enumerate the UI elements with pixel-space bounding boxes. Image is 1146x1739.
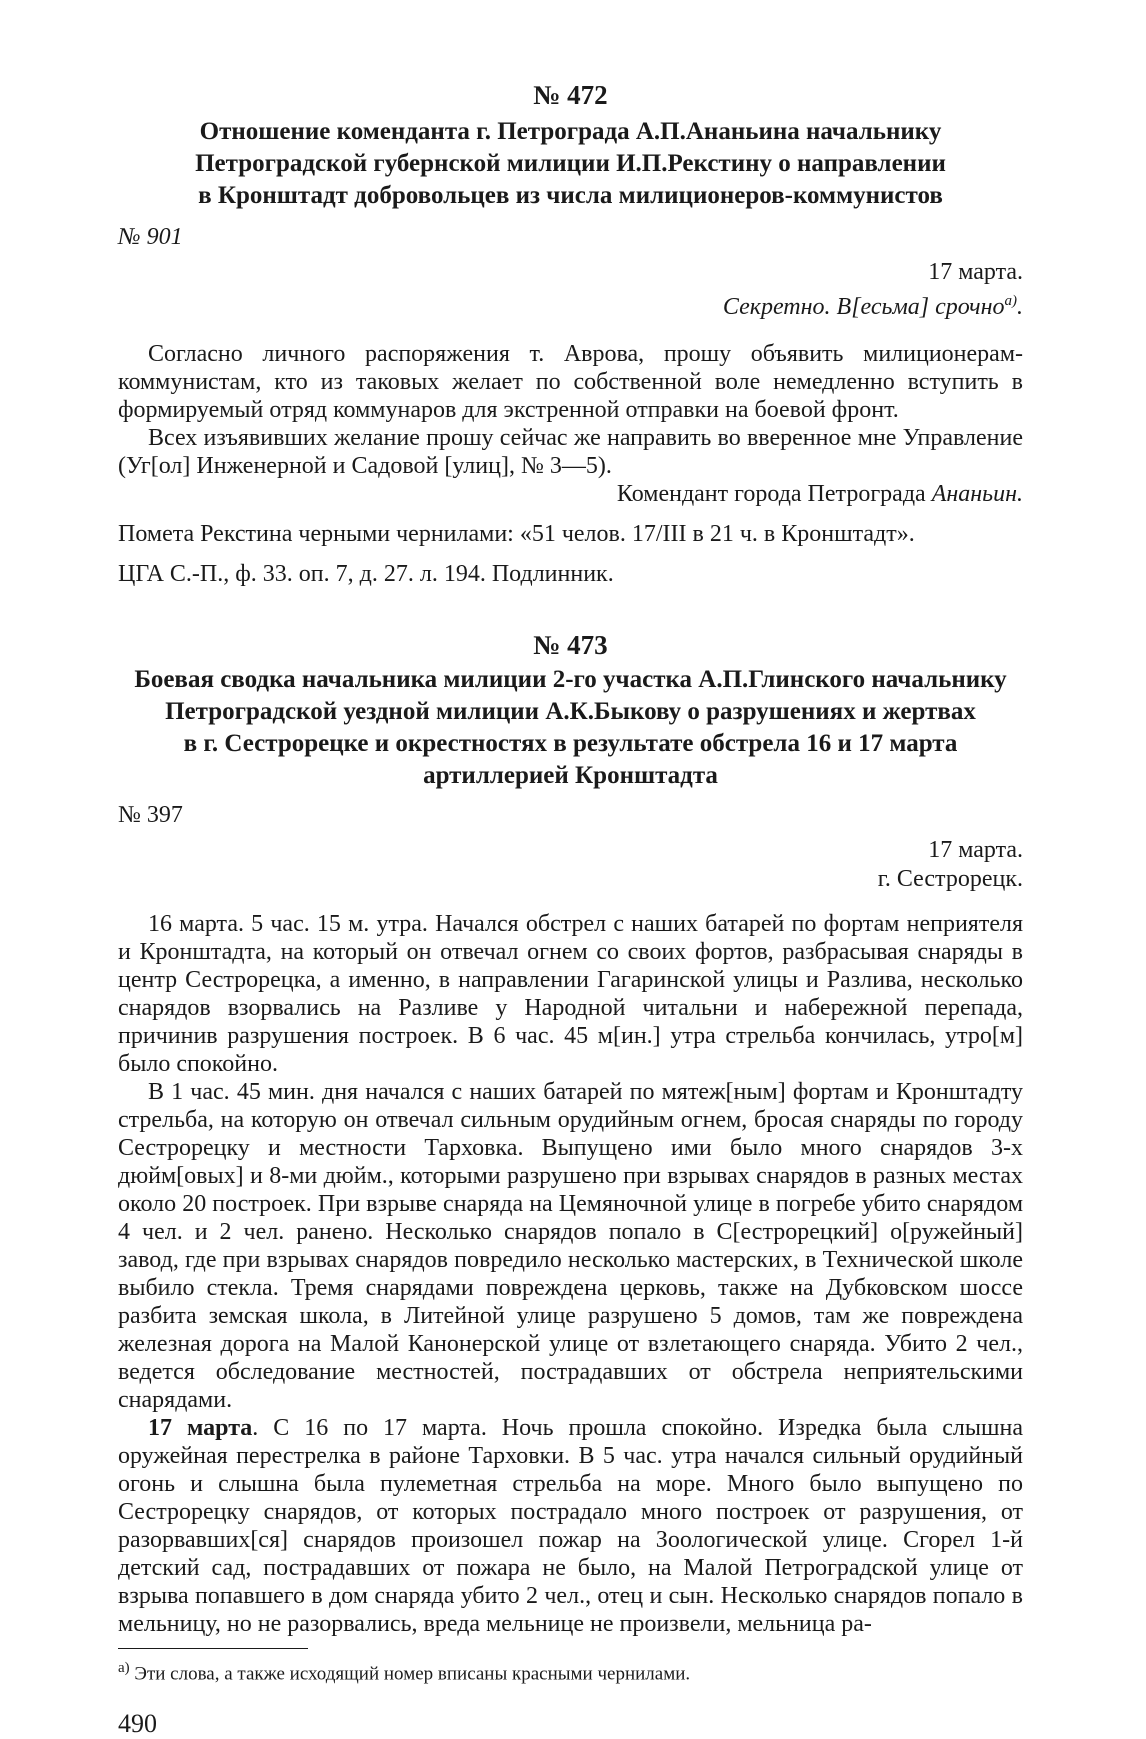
doc473-title-line: Петроградской уездной милиции А.К.Быкову о разрушениях и жертвах [165,698,976,725]
page [118,78,1023,1739]
doc473-title-line: в г. Сестрорецке и окрестностях в результате обстрела 16 и 17 марта [183,730,958,757]
doc472-title-line: в Кронштадт добровольцев из числа милиционеров-коммунистов [198,182,943,209]
doc472-title-line: Петроградской губернской милиции И.П.Рекстину о направлении [195,150,946,177]
doc473-place: г. Сестрорецк. [877,866,1023,892]
footnote-text: Эти слова, а также исходящий номер вписаны красными чернилами. [134,1663,691,1685]
doc473-body [118,910,1023,1638]
doc473-outgoing-number: № 397 [118,802,183,828]
doc473-paragraph: 16 марта. 5 час. 15 м. утра. Начался обстрел с наших батарей по фортам неприятеля и Кронштадта, на который он отвечал огнем со своих фортов, разбрасывая снаряды в центр Сестрорецка, а именно, в направлении Гагаринской улицы и Разлива, несколько снарядов взорвались на Разливе у Народной читальни и набережной перепада, причинив разрушения построек. В 6 час. 45 м[ин.] утра стрельба кончилась, утро[м] было спокойно. [118,911,1023,1077]
doc473-paragraph-lead: 17 марта [148,1415,253,1441]
doc473-title-line: Боевая сводка начальника милиции 2-го участка А.П.Глинского начальнику [134,666,1007,693]
doc473-title-line: артиллерией Кронштадта [423,762,718,789]
doc473-paragraph-text: . С 16 по 17 марта. Ночь прошла спокойно. Изредка была слышна оружейная перестрелка в районе Тарховки. В 5 час. утра начался сильный орудийный огонь и слышна была пулеметная стрельба на море. Много было выпущено по Сестрорецку снарядов, от которых пострадало много построек от разрушения, от разорвавших[ся] снарядов произошел пожар на Зоологической улице. Сгорел 1-й детский сад, пострадавших от пожара не было, на Малой Петроградской улице от взрыва попавшего в дом снаряда убито 2 чел., отец и сын. Несколько снарядов попало в мельницу, но не разорвались, вреда мельнице не произвели, мельница ра- [118,1415,1024,1637]
doc473-paragraph [118,1414,1023,1638]
doc472-body [118,340,1023,480]
doc473-title [118,664,1023,792]
doc472-paragraph: Согласно личного распоряжения т. Аврова, прошу объявить милиционерам-коммунистам, кто из таковых желает по собственной воле немедленно вступить в формируемый отряд коммунаров для экстренной отправки на боевой фронт. [118,341,1023,423]
doc472-secrecy-text: Секретно. В[есьма] срочно [722,294,1005,320]
footnote [118,1655,1023,1687]
doc472-title-line: Отношение коменданта г. Петрограда А.П.Ананьина начальнику [199,118,942,145]
doc473-number: № 473 [533,630,608,660]
doc472-title [118,116,1023,212]
doc472-archive-source: ЦГА С.-П., ф. 33. оп. 7, д. 27. л. 194. Подлинник. [118,561,614,587]
doc472-signature-name: Ананьин. [931,481,1023,507]
doc472-secrecy: Секретно. В[есьма] срочно$^{а)}$. [722,293,1023,320]
doc472-paragraph: Всех изъявивших желание прошу сейчас же направить во вверенное мне Управление (Уг[ол] Инженерной и Садовой [улиц], № 3—5). [118,425,1023,479]
doc472-outgoing-number: № 901 [118,224,183,250]
footnote-mark: а) [118,1660,130,1676]
doc472-date: 17 марта. [928,259,1023,285]
page-number: 490 [118,1709,157,1739]
footnote-ref-a: а) [1004,293,1017,309]
doc473-date: 17 марта. [928,837,1023,863]
doc473-paragraph: В 1 час. 45 мин. дня начался с наших батарей по мятеж[ным] фортам и Кронштадту стрельба, на которую он отвечал сильным орудийным огнем, бросая снаряды по городу Сестрорецку и местности Тарховка. Выпущено ими было много снарядов 3-х дюйм[овых] и 8-ми дюйм., которыми разрушено при взрывах снарядов в разных местах около 20 построек. При взрыве снаряда на Цемяночной улице в погребе убито снарядом 4 чел. и 2 чел. ранено. Несколько снарядов попало в С[естрорецкий] о[ружейный] завод, где при взрывах снарядов повредило несколько мастерских, в Технической школе выбило стекла. Тремя снарядами повреждена церковь, также на Дубковском шоссе разбита земская школа, в Литейной улице разрушено 5 домов, там же повреждена железная дорога на Малой Канонерской улице от взлетающего снаряда. Убито 2 чел., ведется обследование местностей, пострадавших от обстрела неприятельскими снарядами. [118,1079,1023,1413]
doc472-signature [118,480,1023,508]
doc472-signature-role: Комендант города Петрограда [616,481,926,507]
footnote-divider [118,1648,308,1649]
doc472-remark: Помета Рекстина черными чернилами: «51 челов. 17/III в 21 ч. в Кронштадт». [118,521,915,547]
doc472-number: № 472 [533,80,608,110]
